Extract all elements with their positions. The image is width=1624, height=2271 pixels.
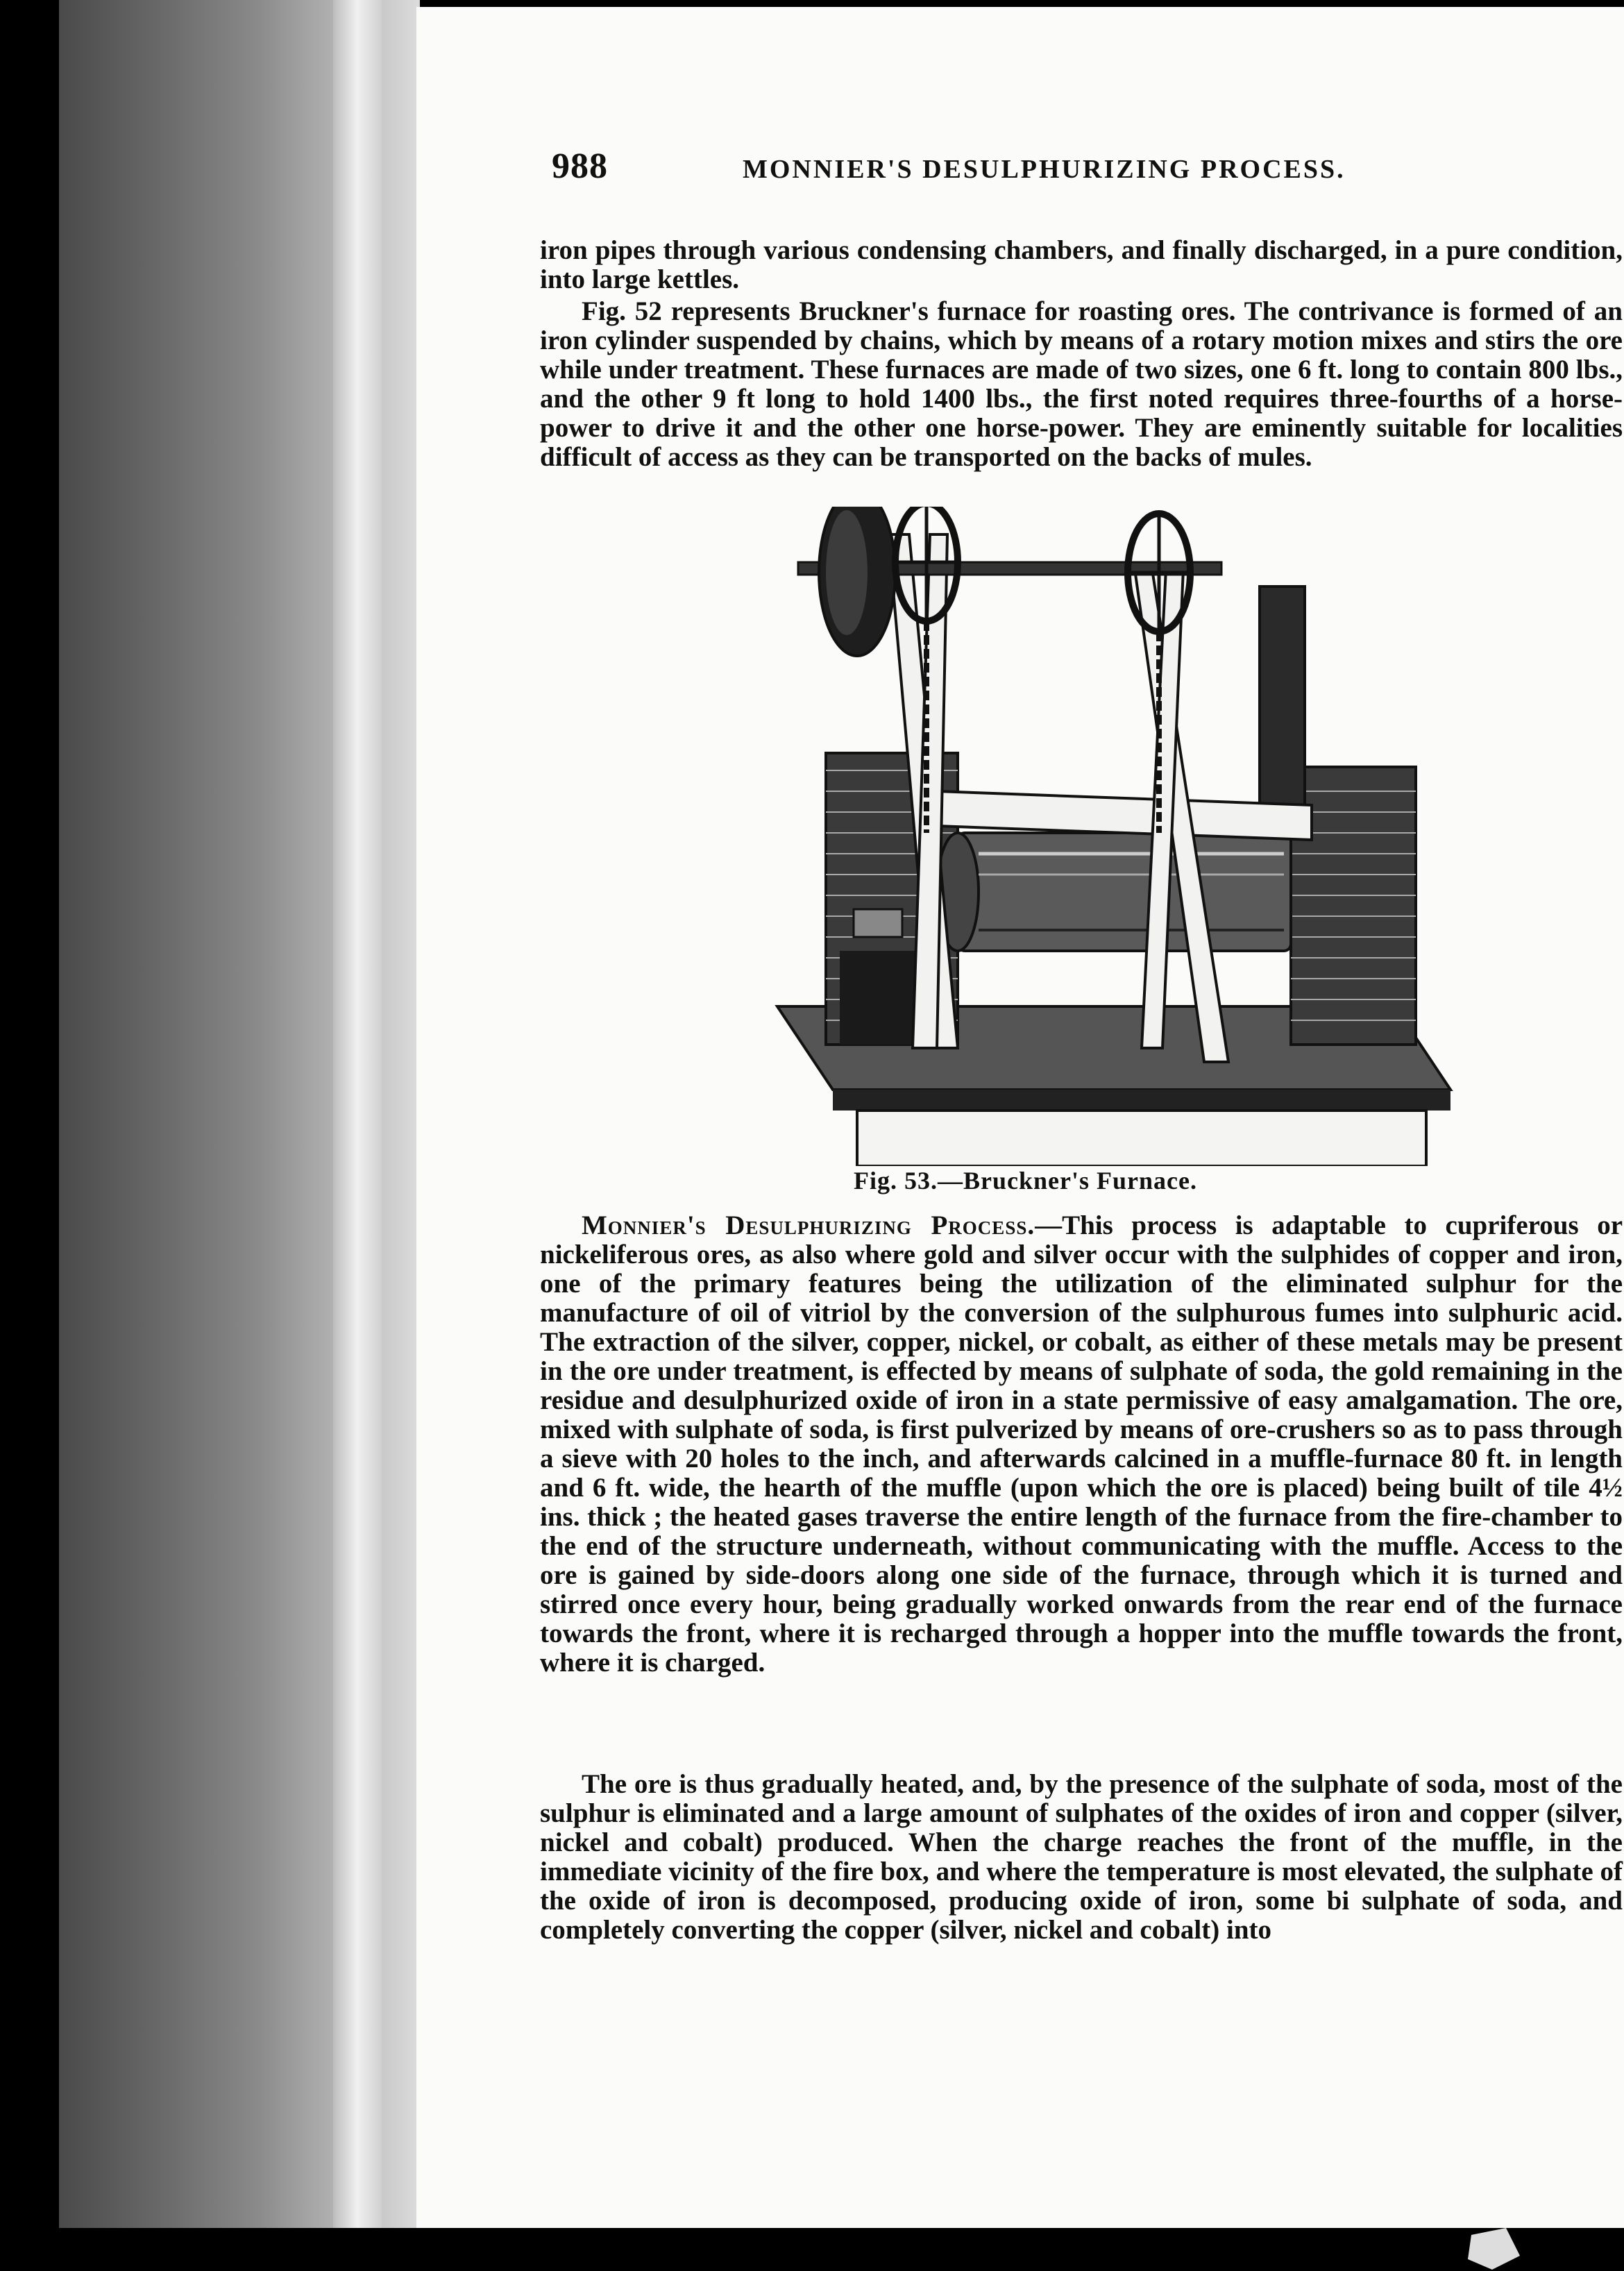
book-gutter [333,0,382,2228]
book-page-edges [59,0,420,2228]
paragraph-4 [540,1770,1623,1945]
paragraph-2-text: Fig. 52 represents Bruckner's furnace for roasting ores. The contrivance is formed of an iron cylinder suspended by chains, which by means of a rotary motion mixes and stirs the ore while under treatment. These furnaces are made of two sizes, one 6 ft. long to contain 800 lbs., and the other 9 ft long to hold 1400 lbs., the first noted requires three-fourths of a horse-power to drive it and the other one horse-power. They are eminently suitable for localities difficult of access as they can be transported on the backs of mules. [540,296,1623,472]
furnace-chimney [1260,586,1305,816]
iron-cylinder [937,833,1291,951]
scan-smudge [1464,2228,1520,2270]
paragraph-2 [540,297,1623,472]
flywheel [819,507,895,656]
furnace-base-front [833,1090,1450,1111]
left-pulley-wheel [895,507,958,621]
paragraph-1 [540,236,1623,294]
furnace-illustration [750,507,1478,1166]
running-head [552,146,1624,201]
section-heading-monnier: Monnier's Desulphurizing Process. [582,1210,1035,1240]
book-page [416,7,1624,2228]
figure-caption: Fig. 53.—Bruckner's Furnace. [854,1167,1197,1194]
furnace-base-plinth [857,1111,1426,1166]
paragraph-4-text: The ore is thus gradually heated, and, by the presence of the sulphate of soda, most of the sulphur is eliminated and a large amount of sulphates of the oxides of iron and copper (silver, nickel and cobalt) produced. When the charge reaches the front of the muffle, in the immediate vicinity of the fire box, and where the temperature is most elevated, the sulphate of the oxide of iron is decomposed, producing oxide of iron, some bi sulphate of soda, and completely converting the copper (silver, nickel and cobalt) into [540,1769,1623,1945]
page-number: 988 [552,146,608,186]
paragraph-1-text: iron pipes through various condensing chambers, and finally discharged, in a pure condition, into large kettles. [540,235,1623,294]
right-pulley-wheel [1128,514,1190,632]
running-head-title: MONNIER'S DESULPHURIZING PROCESS. [743,155,1346,184]
paragraph-3-text: —This process is adaptable to cupriferous or nickeliferous ores, as also where gold and silver occur with the sulphides of copper and iron, one of the primary features being the utilization of the eliminated sulphur for the manufacture of oil of vitriol by the conversion of the sulphurous fumes into sulphuric acid. The extraction of the silver, copper, nickel, or cobalt, as either of these metals may be present in the ore under treatment, is effected by means of sulphate of soda, the gold remaining in the residue and desulphurized oxide of iron in a state permissive of easy amalgamation. The ore, mixed with sulphate of soda, is first pulverized by means of ore-crushers so as to pass through a sieve with 20 holes to the inch, and afterwards calcined in a muffle-furnace 80 ft. in length and 6 ft. wide, the hearth of the muffle (upon which the ore is placed) being built of tile 4½ ins. thick ; the heated gases traverse the entire length of the furnace from the fire-chamber to the end of the structure underneath, without communicating with the muffle. Access to the ore is gained by side-doors along one side of the furnace, through which it is turned and stirred once every hour, being gradually worked onwards from the rear end of the furnace towards the front, where it is recharged through a hopper into the muffle towards the front, where it is charged. [540,1210,1623,1678]
paragraph-3 [540,1211,1623,1678]
